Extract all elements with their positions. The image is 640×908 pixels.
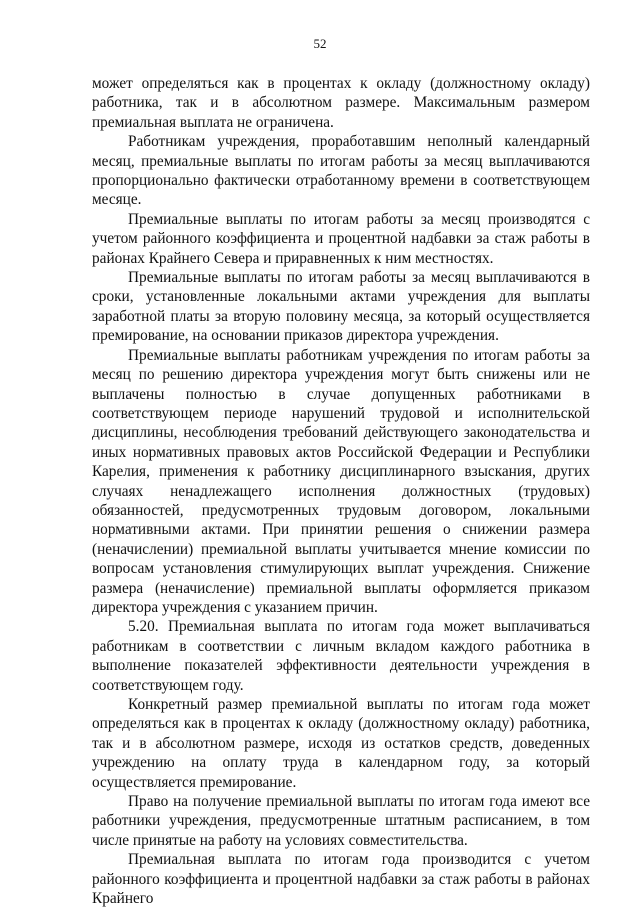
paragraph-regional-coefficient: Премиальные выплаты по итогам работы за месяц производятся с учетом районного коэффициента и процентной надбавки за стаж работы в районах Крайнего Севера и приравненных к ним местностях. bbox=[92, 210, 590, 267]
paragraph-payment-timing: Премиальные выплаты по итогам работы за месяц выплачиваются в сроки, установленные локальными актами учреждения для выплаты заработной платы за вторую половину месяца, за который осуществляется премирование, на основании приказов директора учреждения. bbox=[92, 269, 590, 345]
paragraph-annual-amount: Конкретный размер премиальной выплаты по итогам года может определяться как в процентах к окладу (должностному окладу) работника, так и в абсолютном размере, исходя из остатков средств, доведенных учреждению на оплату труда в календарном году, за который осуществляется премирование. bbox=[92, 696, 590, 791]
document-body bbox=[92, 74, 590, 908]
paragraph-continuation: может определяться как в процентах к окладу (должностному окладу) работника, так и в абсолютном размере. Максимальным размером премиальная выплата не ограничена. bbox=[92, 75, 590, 131]
paragraph-reduction-conditions: Премиальные выплаты работникам учреждения по итогам работы за месяц по решению директора учреждения могут быть снижены или не выплачены полностью в случае допущенных работниками в соответствующем периоде нарушений трудовой и исполнительской дисциплины, несоблюдения требований действующего законодательства и иных нормативных правовых актов Российской Федерации и Республики Карелия, применения к работнику дисциплинарного взыскания, других случаях ненадлежащего исполнения должностных (трудовых) обязанностей, предусмотренных трудовым договором, локальными нормативными актами. При принятии решения о снижении размера (неначислении) премиальной выплаты учитывается мнение комиссии по вопросам установления стимулирующих выплат учреждения. Снижение размера (неначисление) премиальной выплаты оформляется приказом директора учреждения с указанием причин. bbox=[92, 346, 590, 616]
paragraph-annual-coefficient: Премиальная выплата по итогам года производится с учетом районного коэффициента и процентной надбавки за стаж работы в районах Крайнего bbox=[92, 851, 590, 908]
paragraph-partial-month: Работникам учреждения, проработавшим неполный календарный месяц, премиальные выплаты по итогам работы за месяц выплачиваются пропорционально фактически отработанному времени в соответствующем месяце. bbox=[92, 133, 590, 209]
paragraph-eligibility: Право на получение премиальной выплаты по итогам года имеют все работники учреждения, предусмотренные штатным расписанием, в том числе принятые на работу на условиях совместительства. bbox=[92, 793, 590, 849]
page-number: 52 bbox=[313, 36, 327, 51]
paragraph-section-5-20: 5.20. Премиальная выплата по итогам года может выплачиваться работникам в соответствии с личным вкладом каждого работника в выполнение показателей эффективности деятельности учреждения в соответствующем году. bbox=[92, 618, 590, 694]
